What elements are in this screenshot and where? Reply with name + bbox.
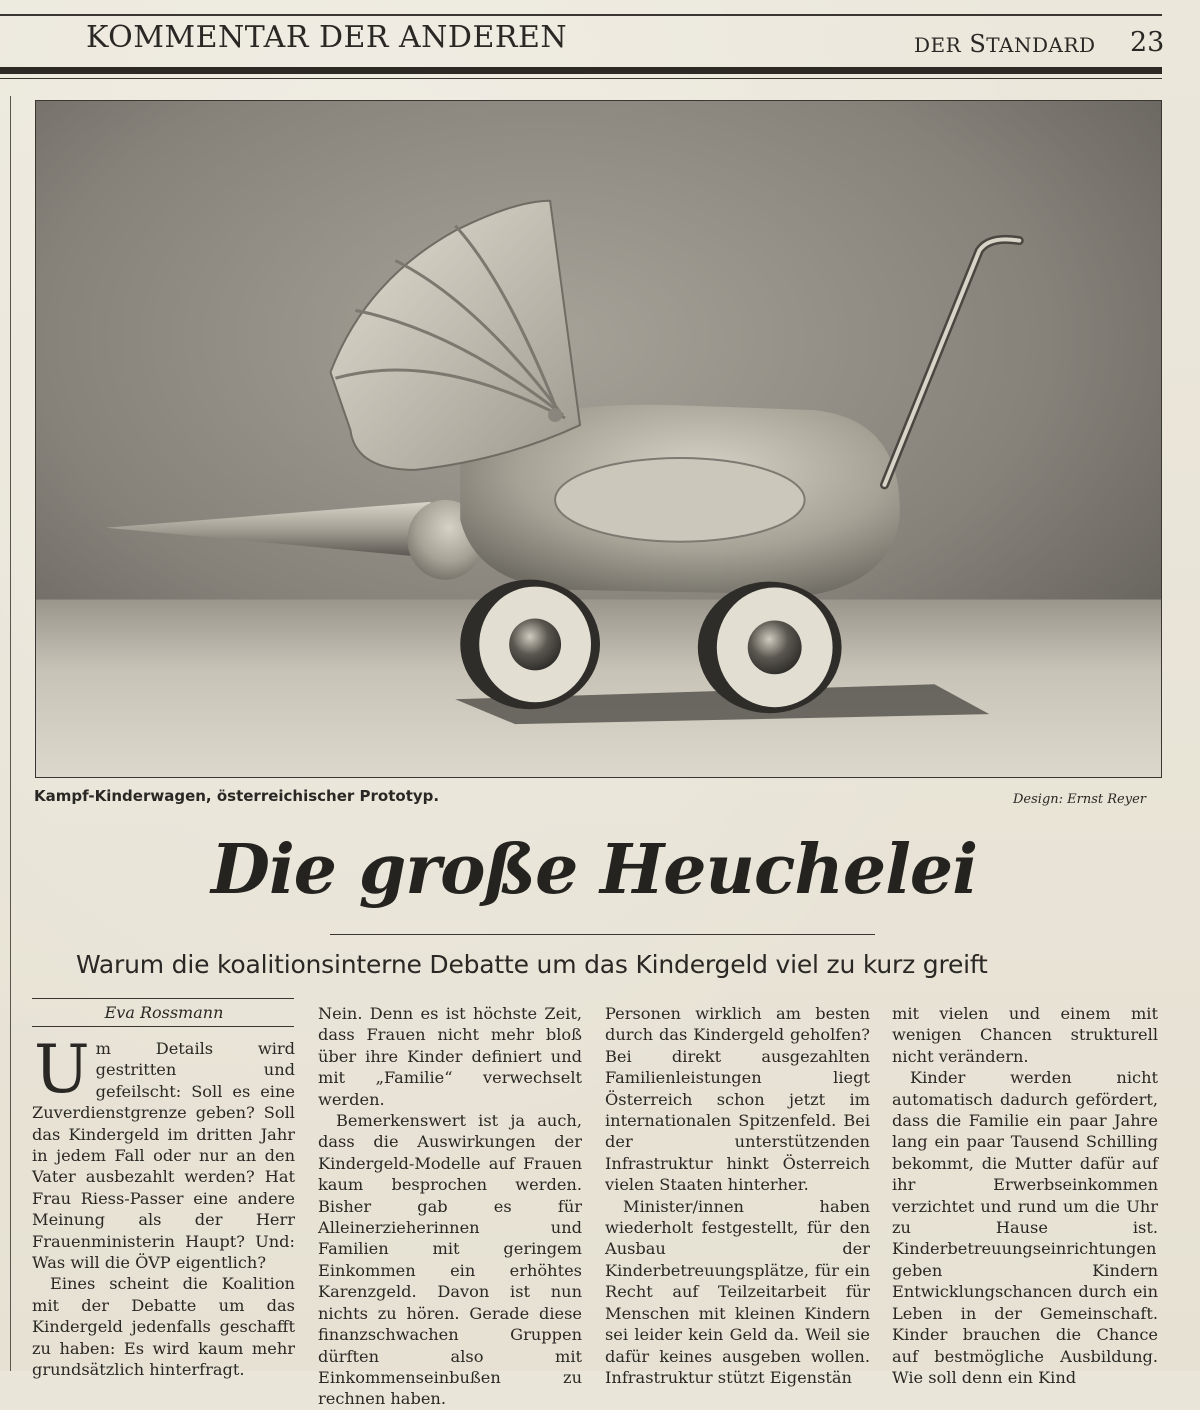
col2-paragraph-2: Bemerkenswert ist ja auch, dass die Auswirkungen der Kindergeld-Modelle auf Frauen kaum besprochen werden. Bisher gab es für Alleinerzieherinnen und Familien mit geringem Einkommen ein erhöhtes Karenzgeld. Davon ist nun nichts zu hören. Gerade diese finanzschwachen Gruppen dürften also mit Einkommenseinbußen zu rechnen haben.: [318, 1111, 582, 1409]
pram-with-spike-illustration-icon: [35, 100, 1162, 778]
article-column-1: [32, 1031, 295, 1380]
article-column-2: [318, 1003, 582, 1409]
dropcap: U: [34, 1031, 90, 1108]
col1-paragraph-2: Eines scheint die Koalition mit der Debatte um das Kindergeld jedenfalls geschafft zu haben: Es wird kaum mehr grundsätzlich hinterfragt.: [32, 1274, 295, 1380]
author-rule: [32, 1026, 294, 1027]
col1-paragraph-1: m Details wird gestritten und gefeilscht: Soll es eine Zuverdienstgrenze geben? Soll das Kindergeld im dritten Jahr in jedem Fall oder nur an den Vater ausbezahlt werden? Hat Frau Riess-Passer eine andere Meinung als der Herr Frauenministerin Haupt? Und: Was will die ÖVP eigentlich?: [32, 1039, 295, 1273]
illustration-drawing: [36, 101, 1161, 777]
article-column-4: [892, 1003, 1158, 1387]
author-byline: Eva Rossmann: [104, 1003, 224, 1022]
col4-paragraph-1: mit vielen und einem mit wenigen Chancen strukturell nicht verändern.: [892, 1004, 1158, 1066]
paper-name: DER STANDARD: [914, 30, 1096, 58]
col3-paragraph-1: Personen wirklich am besten durch das Kindergeld geholfen? Bei direkt ausgezahlten Familienleistungen liegt Österreich schon jetzt im internationalen Spitzenfeld. Bei der unterstützenden Infrastruktur hinkt Österreich vielen Staaten hinterher.: [605, 1004, 870, 1195]
col3-paragraph-2: Minister/innen haben wiederholt festgestellt, für den Ausbau der Kinderbetreuungsplätze, für ein Recht auf Teilzeitarbeit für Menschen mit kleinen Kindern sei leider kein Geld da. Weil sie dafür keines ausgeben wollen. Infrastruktur stützt Eigenstän: [605, 1196, 870, 1387]
headline-rule: [330, 934, 875, 935]
header-thin-rule: [0, 78, 1162, 79]
article-column-3: [605, 1003, 870, 1387]
col4-paragraph-2: Kinder werden nicht automatisch dadurch gefördert, dass die Familie ein paar Jahre lang ein paar Tausend Schilling bekommt, die Mutter dafür auf ihr Erwerbseinkommen verzichtet und rund um die Uhr zu Hause ist. Kinderbetreuungseinrichtungen geben Kindern Entwicklungschancen durch ein Leben in der Gemeinschaft. Kinder brauchen die Chance auf bestmögliche Ausbildung. Wie soll denn ein Kind: [892, 1068, 1158, 1387]
headline: Die große Heuchelei: [210, 830, 978, 910]
subheadline: Warum die koalitionsinterne Debatte um das Kindergeld viel zu kurz greift: [76, 950, 988, 979]
illustration-credit: Design: Ernst Reyer: [1013, 792, 1146, 807]
column-rule-1: [32, 998, 294, 999]
page-number: 23: [1130, 27, 1165, 58]
header-top-rule: [0, 14, 1162, 16]
left-column-rule: [10, 96, 11, 1371]
section-title: KOMMENTAR DER ANDEREN: [86, 20, 568, 55]
illustration-caption: Kampf-Kinderwagen, österreichischer Prototyp.: [34, 787, 440, 805]
col2-paragraph-1: Nein. Denn es ist höchste Zeit, dass Frauen nicht mehr bloß über ihre Kinder definiert und mit „Familie“ verwechselt werden.: [318, 1004, 582, 1109]
header-thick-rule: [0, 67, 1162, 74]
